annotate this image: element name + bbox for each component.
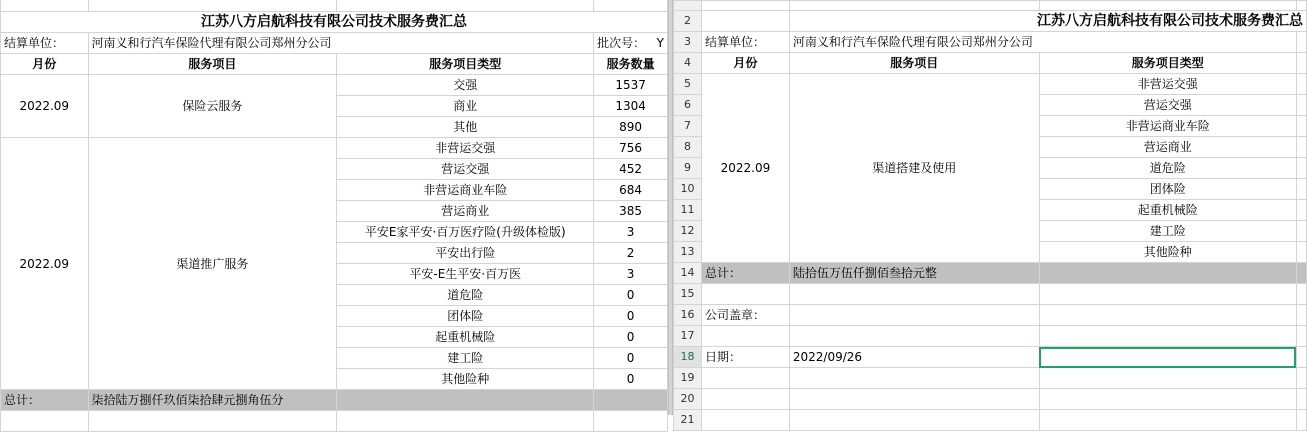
total-value[interactable]: 陆拾伍万伍仟捌佰叁拾元整 — [789, 263, 1039, 284]
sheet-title[interactable]: 江苏八方启航科技有限公司技术服务费汇总 — [789, 11, 1306, 32]
selected-cell[interactable] — [1039, 347, 1296, 368]
row-header[interactable]: 8 — [674, 137, 702, 158]
seal-label[interactable]: 公司盖章： — [701, 305, 789, 326]
g2-type[interactable]: 起重机械险 — [337, 327, 594, 348]
row-header[interactable]: 14 — [674, 263, 702, 284]
row-header[interactable]: 15 — [674, 284, 702, 305]
row-header[interactable]: 9 — [674, 158, 702, 179]
g1-qty[interactable]: 1304 — [594, 96, 668, 117]
g2-project[interactable]: 渠道推广服务 — [88, 138, 337, 390]
row-header[interactable]: 2 — [674, 11, 702, 32]
g2-type[interactable]: 平安出行险 — [337, 243, 594, 264]
row-header[interactable]: 16 — [674, 305, 702, 326]
rg-month[interactable]: 2022.09 — [701, 74, 789, 263]
rg-type[interactable]: 非营运交强 — [1039, 74, 1296, 95]
header-project[interactable]: 服务项目 — [88, 54, 337, 75]
g1-project[interactable]: 保险云服务 — [88, 75, 337, 138]
g2-type[interactable]: 非营运商业车险 — [337, 180, 594, 201]
g1-month[interactable]: 2022.09 — [1, 75, 89, 138]
g2-type[interactable]: 其他险种 — [337, 369, 594, 390]
rg-project[interactable]: 渠道搭建及使用 — [789, 74, 1039, 263]
row-header[interactable]: 4 — [674, 53, 702, 74]
row-header[interactable] — [674, 1, 702, 11]
batch-label[interactable]: 批次号： Y — [594, 33, 668, 54]
g2-qty[interactable]: 684 — [594, 180, 668, 201]
g2-month[interactable]: 2022.09 — [1, 138, 89, 390]
g1-type[interactable]: 商业 — [337, 96, 594, 117]
row-header[interactable]: 19 — [674, 368, 702, 389]
g2-qty[interactable]: 0 — [594, 285, 668, 306]
g2-qty[interactable]: 756 — [594, 138, 668, 159]
g2-qty[interactable]: 0 — [594, 306, 668, 327]
settle-value[interactable]: 河南义和行汽车保险代理有限公司郑州分公司 — [88, 33, 594, 54]
g2-type[interactable]: 建工险 — [337, 348, 594, 369]
g1-type[interactable]: 其他 — [337, 117, 594, 138]
rg-type[interactable]: 团体险 — [1039, 179, 1296, 200]
row-header[interactable]: 11 — [674, 200, 702, 221]
rg-type[interactable]: 营运交强 — [1039, 95, 1296, 116]
header-month[interactable]: 月份 — [1, 54, 89, 75]
g2-type[interactable]: 营运交强 — [337, 159, 594, 180]
g2-qty[interactable]: 0 — [594, 327, 668, 348]
g2-qty[interactable]: 0 — [594, 348, 668, 369]
rg-type[interactable]: 建工险 — [1039, 221, 1296, 242]
cell-blank[interactable] — [1, 0, 89, 12]
header-qty[interactable]: 服务数量 — [594, 54, 668, 75]
row-header[interactable]: 17 — [674, 326, 702, 347]
row-header[interactable]: 21 — [674, 410, 702, 431]
g2-type[interactable]: 非营运交强 — [337, 138, 594, 159]
sheet-title[interactable]: 江苏八方启航科技有限公司技术服务费汇总 — [1, 12, 668, 33]
g1-type[interactable]: 交强 — [337, 75, 594, 96]
header-type[interactable]: 服务项目类型 — [1039, 53, 1296, 74]
g1-qty[interactable]: 1537 — [594, 75, 668, 96]
header-project[interactable]: 服务项目 — [789, 53, 1039, 74]
g2-qty[interactable]: 452 — [594, 159, 668, 180]
g2-qty[interactable]: 385 — [594, 201, 668, 222]
right-sheet-pane[interactable] — [673, 0, 1307, 426]
rg-type[interactable]: 起重机械险 — [1039, 200, 1296, 221]
left-sheet-pane[interactable] — [0, 0, 668, 415]
settle-value[interactable]: 河南义和行汽车保险代理有限公司郑州分公司 — [789, 32, 1296, 53]
g2-type[interactable]: 平安-E生平安·百万医 — [337, 264, 594, 285]
row-header[interactable]: 3 — [674, 32, 702, 53]
date-label[interactable]: 日期： — [701, 347, 789, 368]
right-sheet-grid[interactable] — [673, 0, 1307, 431]
date-value[interactable]: 2022/09/26 — [789, 347, 1039, 368]
row-header-selected[interactable]: 18 — [674, 347, 702, 368]
rg-type[interactable]: 营运商业 — [1039, 137, 1296, 158]
g2-qty[interactable]: 2 — [594, 243, 668, 264]
g1-qty[interactable]: 890 — [594, 117, 668, 138]
g2-type[interactable]: 平安E家平安·百万医疗险(升级体检版) — [337, 222, 594, 243]
header-type[interactable]: 服务项目类型 — [337, 54, 594, 75]
settle-label[interactable]: 结算单位： — [1, 33, 89, 54]
total-value[interactable]: 柒拾陆万捌仟玖佰柒拾肆元捌角伍分 — [88, 390, 337, 411]
g2-type[interactable]: 营运商业 — [337, 201, 594, 222]
g2-type[interactable]: 团体险 — [337, 306, 594, 327]
total-label[interactable]: 总计： — [701, 263, 789, 284]
row-header[interactable]: 12 — [674, 221, 702, 242]
rg-type[interactable]: 非营运商业车险 — [1039, 116, 1296, 137]
rg-type[interactable]: 道危险 — [1039, 158, 1296, 179]
row-header[interactable]: 5 — [674, 74, 702, 95]
row-header[interactable]: 20 — [674, 389, 702, 410]
settle-label[interactable]: 结算单位： — [701, 32, 789, 53]
row-header[interactable]: 6 — [674, 95, 702, 116]
row-header[interactable]: 7 — [674, 116, 702, 137]
total-label[interactable]: 总计： — [1, 390, 89, 411]
g2-qty[interactable]: 3 — [594, 264, 668, 285]
row-header[interactable]: 13 — [674, 242, 702, 263]
g2-qty[interactable]: 3 — [594, 222, 668, 243]
header-month[interactable]: 月份 — [701, 53, 789, 74]
row-header[interactable]: 10 — [674, 179, 702, 200]
g2-qty[interactable]: 0 — [594, 369, 668, 390]
g2-type[interactable]: 道危险 — [337, 285, 594, 306]
rg-type[interactable]: 其他险种 — [1039, 242, 1296, 263]
